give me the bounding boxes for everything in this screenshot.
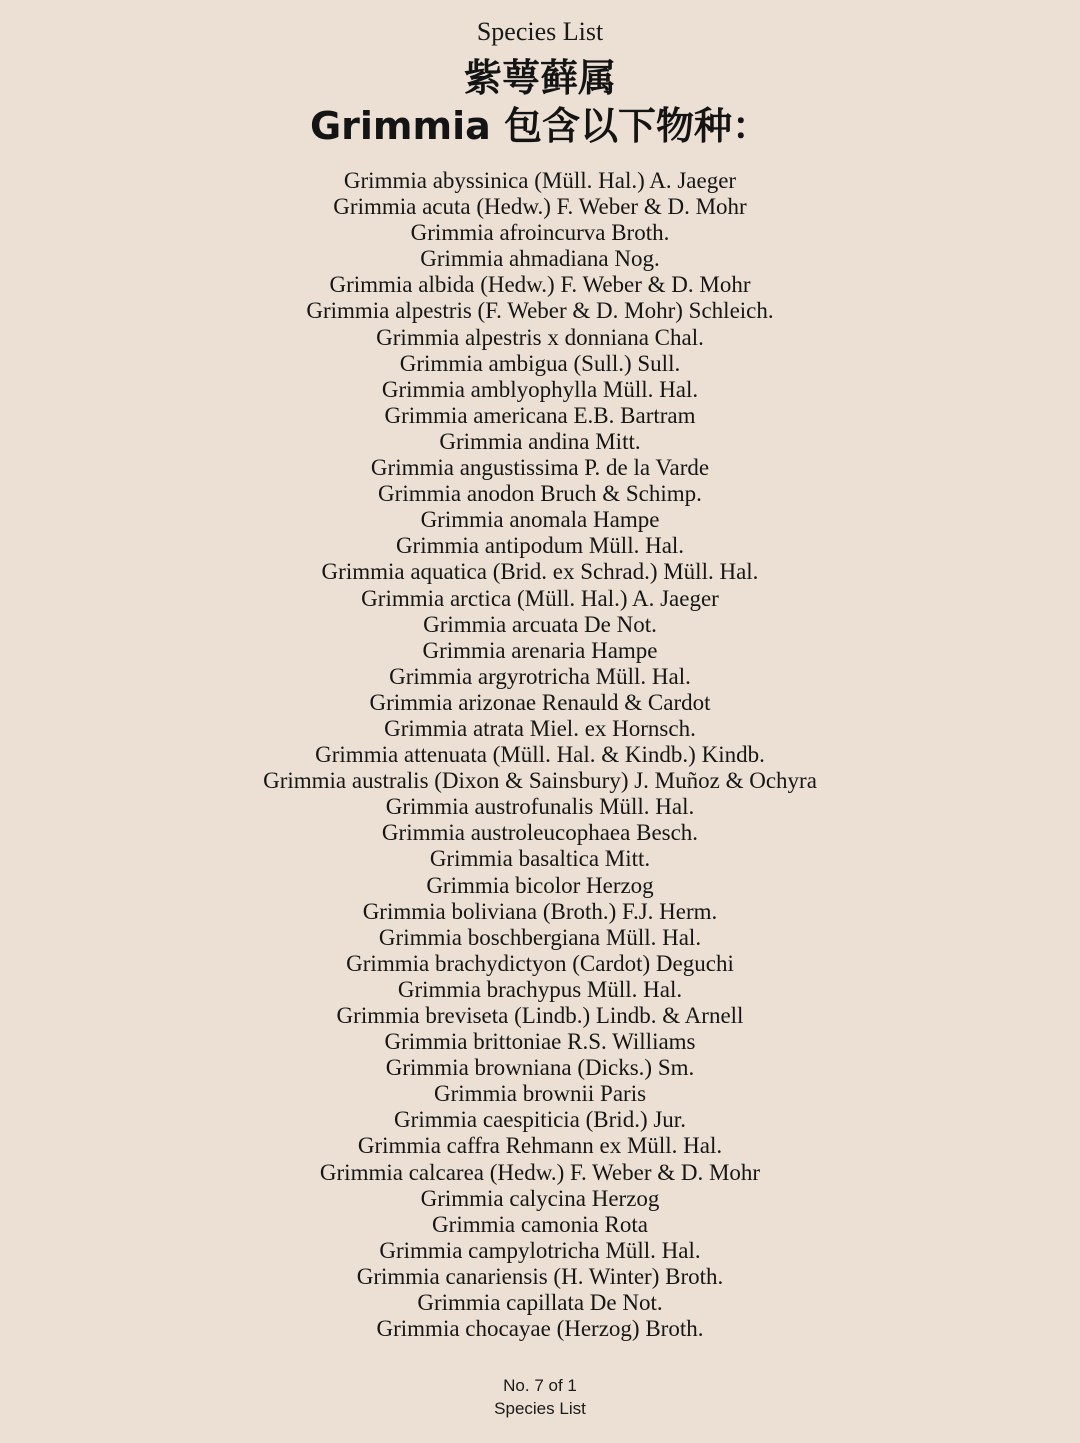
species-item: Grimmia camonia Rota [432,1211,648,1237]
species-item: Grimmia ahmadiana Nog. [420,246,660,272]
species-item: Grimmia ambigua (Sull.) Sull. [399,350,681,376]
species-item: Grimmia arctica (Müll. Hal.) A. Jaeger [361,585,719,611]
species-item: Grimmia austrofunalis Müll. Hal. [385,794,695,820]
page-header [0,14,1080,150]
species-item: Grimmia andina Mitt. [439,428,641,454]
species-item: Grimmia basaltica Mitt. [429,846,651,872]
species-item: Grimmia calcarea (Hedw.) F. Weber & D. Mohr [319,1159,761,1185]
species-item: Grimmia capillata De Not. [417,1290,663,1316]
species-item: Grimmia browniana (Dicks.) Sm. [385,1055,695,1081]
species-item: Grimmia chocayae (Herzog) Broth. [376,1316,704,1342]
species-item: Grimmia amblyophylla Müll. Hal. [381,376,699,402]
footer-caption: Species List [494,1399,586,1418]
genus-chinese-title: 紫萼藓属 [463,56,616,100]
page-footer [0,1374,1080,1420]
species-item: Grimmia antipodum Müll. Hal. [395,533,685,559]
species-item: Grimmia aquatica (Brid. ex Schrad.) Müll. Hal. [321,559,759,585]
kicker-label: Species List [476,17,604,46]
species-item: Grimmia attenuata (Müll. Hal. & Kindb.) Kindb. [315,742,765,768]
page-title: Grimmia 包含以下物种： [309,104,771,148]
species-list [0,168,1080,1342]
species-item: Grimmia atrata Miel. ex Hornsch. [384,715,696,741]
species-item: Grimmia acuta (Hedw.) F. Weber & D. Mohr [333,194,747,220]
species-item: Grimmia arizonae Renauld & Cardot [369,689,711,715]
species-item: Grimmia brownii Paris [433,1081,647,1107]
species-item: Grimmia breviseta (Lindb.) Lindb. & Arnell [336,1003,744,1028]
species-item: Grimmia arenaria Hampe [422,637,658,663]
species-item: Grimmia anomala Hampe [420,507,660,533]
species-item: Grimmia angustissima P. de la Varde [370,455,710,481]
species-item: Grimmia boschbergiana Müll. Hal. [378,924,702,950]
species-item: Grimmia caespiticia (Brid.) Jur. [394,1107,686,1133]
species-item: Grimmia bicolor Herzog [426,872,654,898]
species-item: Grimmia australis (Dixon & Sainsbury) J. Muñoz & Ochyra [263,768,817,794]
species-item: Grimmia alpestris (F. Weber & D. Mohr) Schleich. [306,298,774,324]
page-number: No. 7 of 1 [503,1376,577,1395]
species-item: Grimmia brachydictyon (Cardot) Deguchi [346,950,734,976]
species-item: Grimmia anodon Bruch & Schimp. [378,481,702,507]
species-item: Grimmia brachypus Müll. Hal. [397,976,683,1002]
species-item: Grimmia alpestris x donniana Chal. [376,324,704,350]
species-item: Grimmia caffra Rehmann ex Müll. Hal. [357,1133,723,1159]
species-item: Grimmia argyrotricha Müll. Hal. [389,663,691,689]
species-item: Grimmia boliviana (Broth.) F.J. Herm. [362,898,718,924]
species-item: Grimmia canariensis (H. Winter) Broth. [356,1263,724,1289]
species-item: Grimmia abyssinica (Müll. Hal.) A. Jaeger [343,168,737,193]
species-item: Grimmia austroleucophaea Besch. [381,820,699,846]
species-item: Grimmia calycina Herzog [420,1185,660,1211]
species-item: Grimmia brittoniae R.S. Williams [384,1029,696,1055]
species-item: Grimmia afroincurva Broth. [410,220,670,246]
species-item: Grimmia campylotricha Müll. Hal. [379,1237,701,1263]
species-item: Grimmia americana E.B. Bartram [384,402,696,428]
species-item: Grimmia albida (Hedw.) F. Weber & D. Mohr [329,272,751,298]
species-item: Grimmia arcuata De Not. [423,611,657,637]
